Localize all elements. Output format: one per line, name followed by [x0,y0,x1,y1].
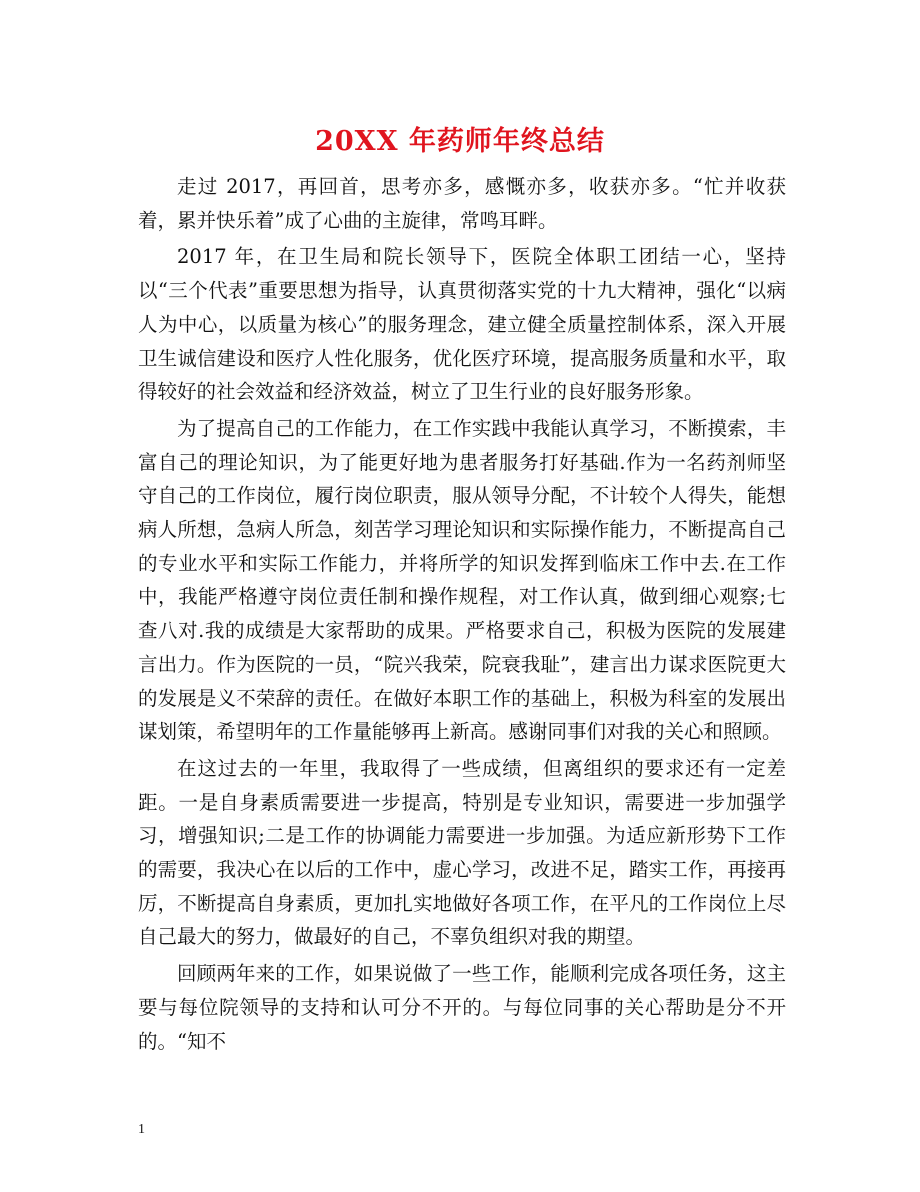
document-body [138,170,786,1061]
page-title: 20XX 年药师年终总结 [315,126,605,157]
paragraph-1: 走过 2017，再回首，思考亦多，感慨亦多，收获亦多。“忙并收获着，累并快乐着”成了心曲的主旋律，常鸣耳畔。 [138,175,786,232]
paragraph-5: 回顾两年来的工作，如果说做了一些工作，能顺利完成各项任务，这主要与每位院领导的支持和认可分不开的。与每位同事的关心帮助是分不开的。“知不 [138,962,786,1053]
paragraph-4: 在这过去的一年里，我取得了一些成绩，但离组织的要求还有一定差距。一是自身素质需要进一步提高，特别是专业知识，需要进一步加强学习，增强知识;二是工作的协调能力需要进一步加强。为适应新形势下工作的需要，我决心在以后的工作中，虚心学习，改进不足，踏实工作，再接再厉，不断提高自身素质，更加扎实地做好各项工作，在平凡的工作岗位上尽自己最大的努力，做最好的自己，不辜负组织对我的期望。 [138,756,786,949]
paragraph-2: 2017 年，在卫生局和院长领导下，医院全体职工团结一心，坚持以“三个代表”重要思想为指导，认真贯彻落实党的十九大精神，强化“以病人为中心，以质量为核心”的服务理念，建立健全质量控制体系，深入开展卫生诚信建设和医疗人性化服务，优化医疗环境，提高服务质量和水平，取得较好的社会效益和经济效益，树立了卫生行业的良好服务形象。 [138,245,786,404]
paragraph-3: 为了提高自己的工作能力，在工作实践中我能认真学习，不断摸索，丰富自己的理论知识，为了能更好地为患者服务打好基础.作为一名药剂师坚守自己的工作岗位，履行岗位职责，服从领导分配，不计较个人得失，能想病人所想，急病人所急，刻苦学习理论知识和实际操作能力，不断提高自己的专业水平和实际工作能力，并将所学的知识发挥到临床工作中去.在工作中，我能严格遵守岗位责任制和操作规程，对工作认真，做到细心观察;七查八对.我的成绩是大家帮助的成果。严格要求自己，积极为医院的发展建言出力。作为医院的一员，“院兴我荣，院衰我耻”，建言出力谋求医院更大的发展是义不荣辞的责任。在做好本职工作的基础上，积极为科室的发展出谋划策，希望明年的工作量能够再上新高。感谢同事们对我的关心和照顾。 [138,416,786,744]
page-number: 1 [138,1122,145,1137]
